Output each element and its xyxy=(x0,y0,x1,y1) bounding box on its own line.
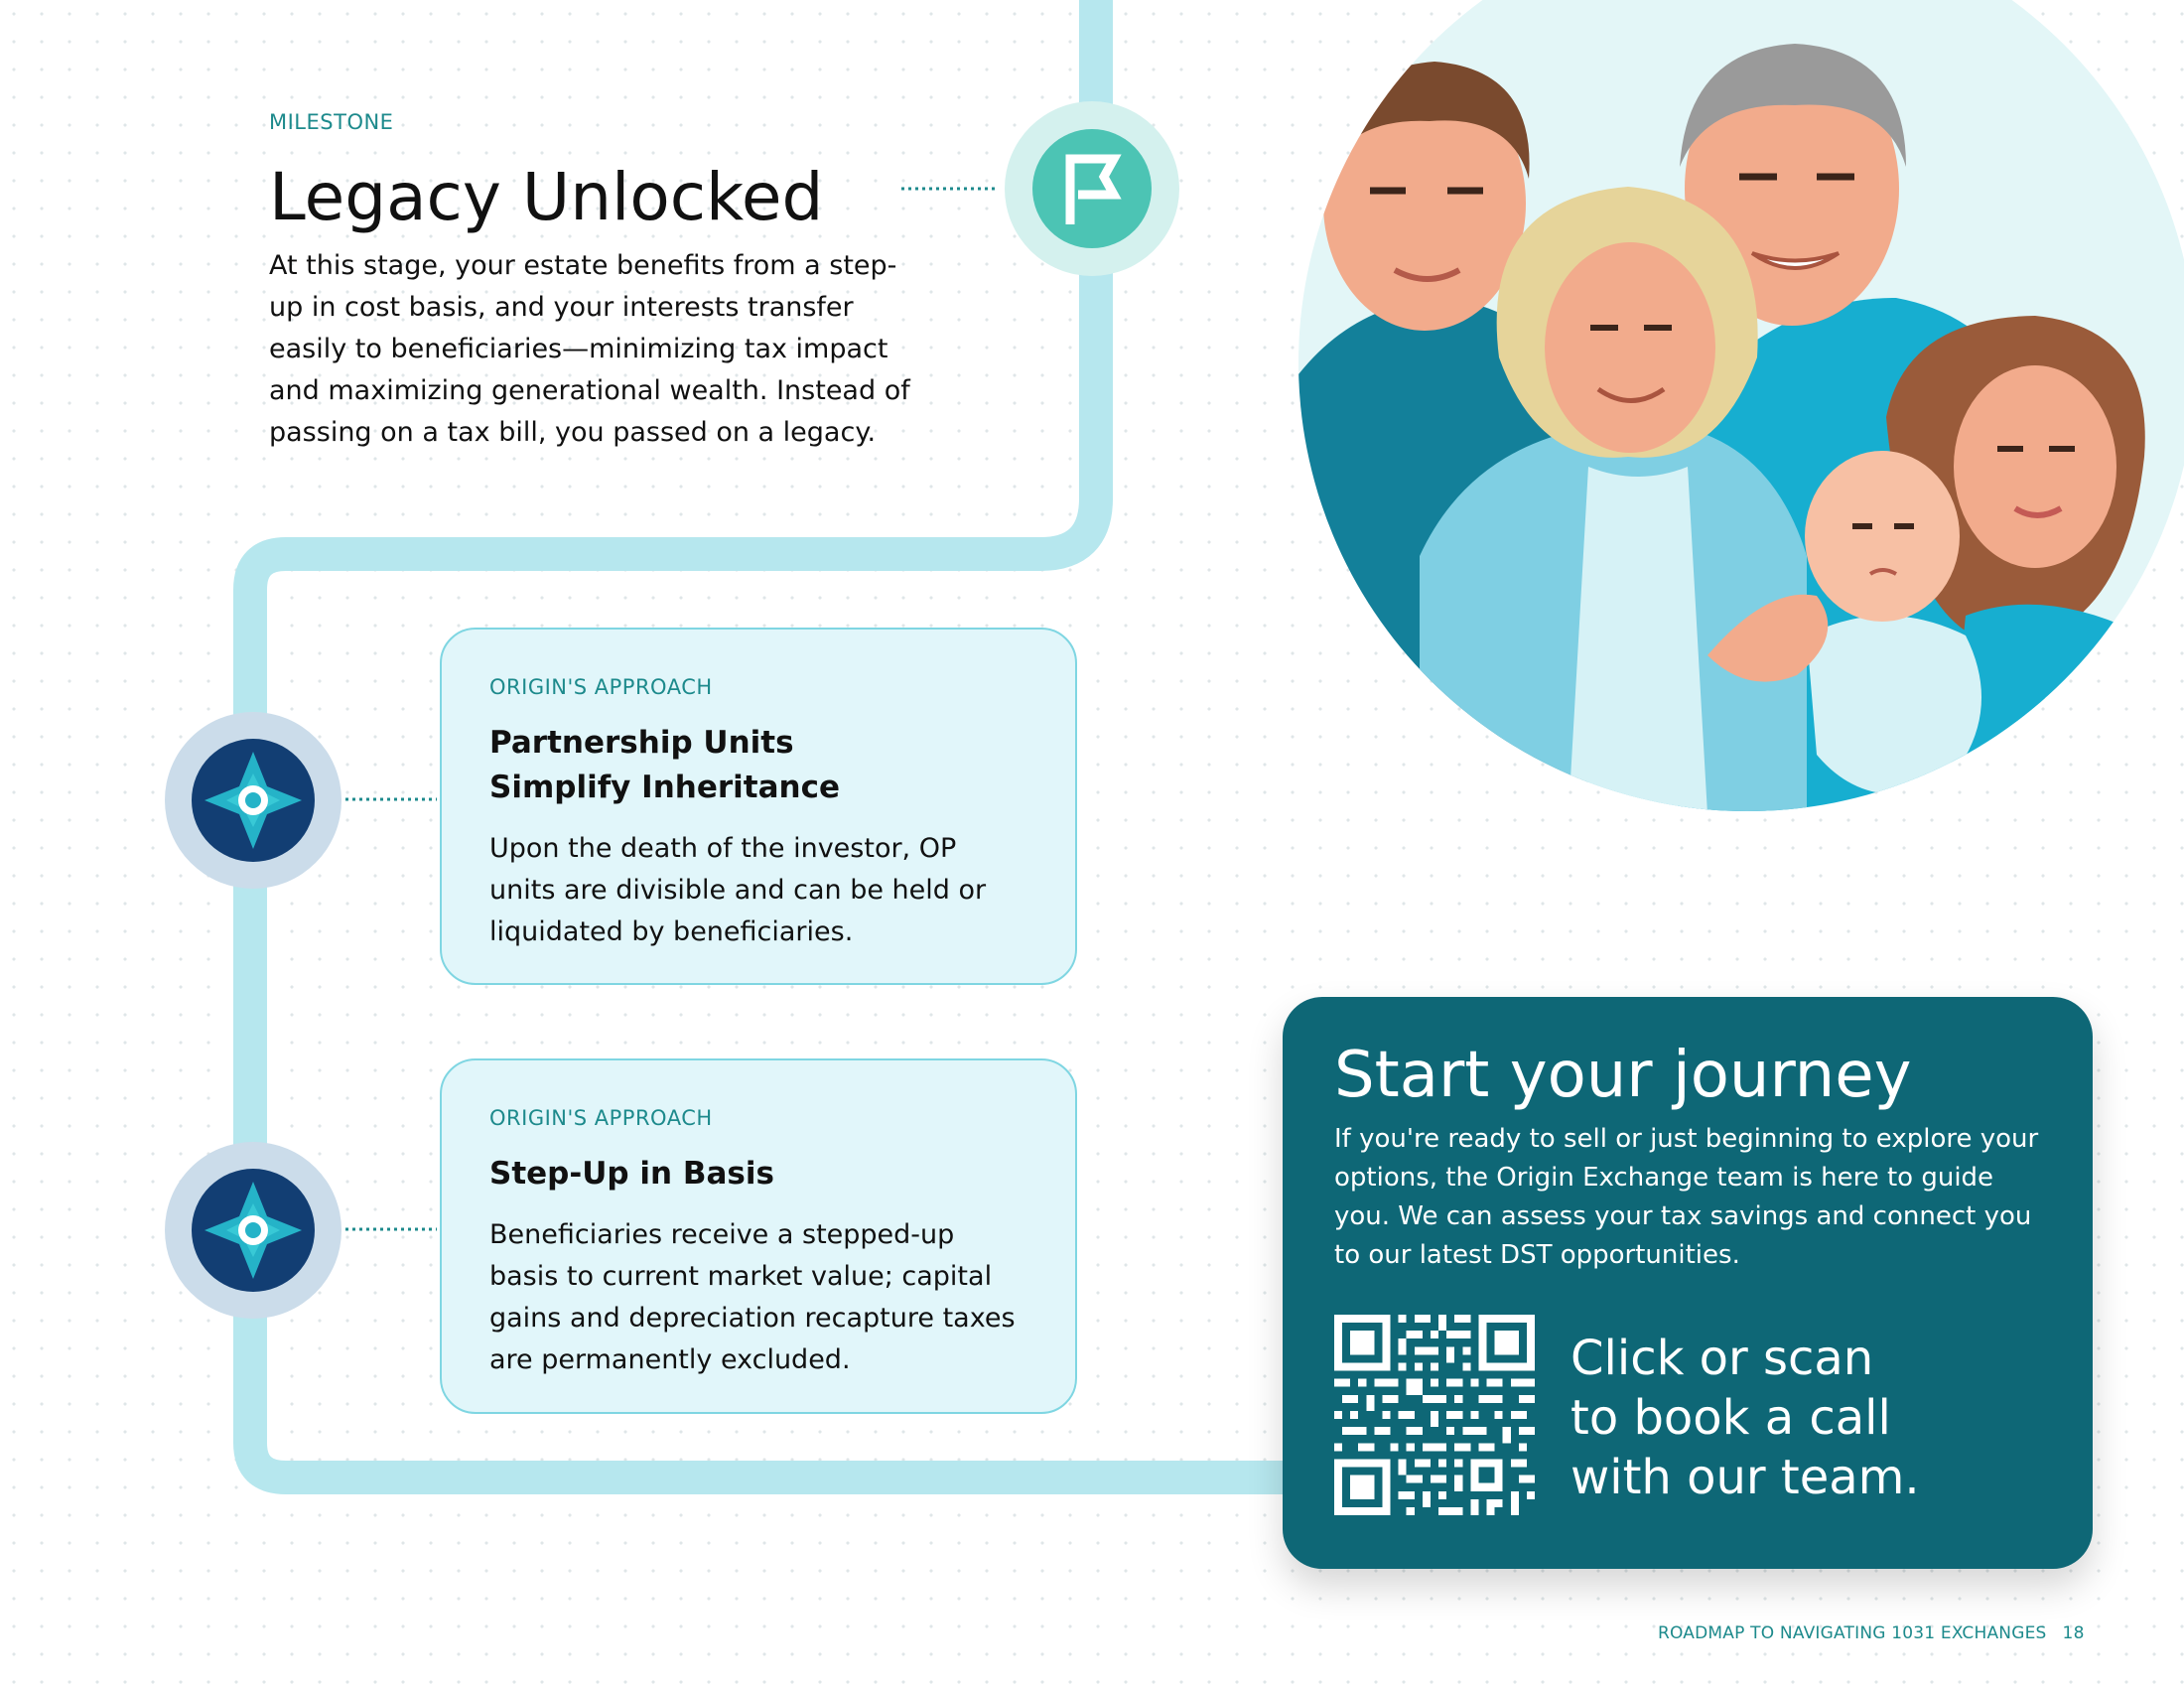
approach-title-line: Partnership Units xyxy=(489,725,794,761)
approach-title-line: Simplify Inheritance xyxy=(489,770,841,805)
cta-action-line: with our team. xyxy=(1570,1450,1920,1505)
compass-star-icon xyxy=(164,1142,342,1321)
page-title: Legacy Unlocked xyxy=(269,159,824,235)
approach-description: Upon the death of the investor, OP units are divisible and can be held or liquidated by beneficiaries. xyxy=(489,833,987,947)
page-footer xyxy=(1658,1623,2085,1643)
page-number: 18 xyxy=(2062,1623,2085,1643)
qr-code-icon[interactable] xyxy=(1334,1315,1535,1515)
cta-description: If you're ready to sell or just beginning to explore your options, the Origin Exchange team is here to guide you. We can assess your tax savings and connect you to our latest DST opportunities. xyxy=(1334,1124,2039,1270)
approach-label: ORIGIN'S APPROACH xyxy=(489,1106,713,1130)
milestone-description: At this stage, your estate benefits from a step-up in cost basis, and your interests transfer easily to beneficiaries—minimizing tax impact and maximizing generational wealth. Instead of passing on a tax bill, you passed on a legacy. xyxy=(269,250,910,448)
flag-icon xyxy=(1003,101,1181,280)
cta-panel[interactable] xyxy=(1283,997,2093,1569)
approach-card xyxy=(440,628,1077,985)
milestone-label: MILESTONE xyxy=(269,110,394,134)
family-illustration xyxy=(1251,0,2184,814)
cta-action-line: Click or scan xyxy=(1570,1331,1874,1386)
footer-title: ROADMAP TO NAVIGATING 1031 EXCHANGES xyxy=(1658,1623,2047,1643)
approach-label: ORIGIN'S APPROACH xyxy=(489,675,713,699)
compass-star-icon xyxy=(164,712,342,891)
cta-action-line: to book a call xyxy=(1570,1390,1891,1446)
cta-title: Start your journey xyxy=(1334,1039,1912,1112)
approach-description: Beneficiaries receive a stepped-up basis to current market value; capital gains and depreciation recapture taxes are permanently excluded. xyxy=(489,1219,1016,1375)
approach-card xyxy=(440,1058,1077,1414)
approach-title: Step-Up in Basis xyxy=(489,1156,774,1192)
book-call-link[interactable] xyxy=(1570,1329,1987,1507)
approach-title xyxy=(489,721,1027,810)
